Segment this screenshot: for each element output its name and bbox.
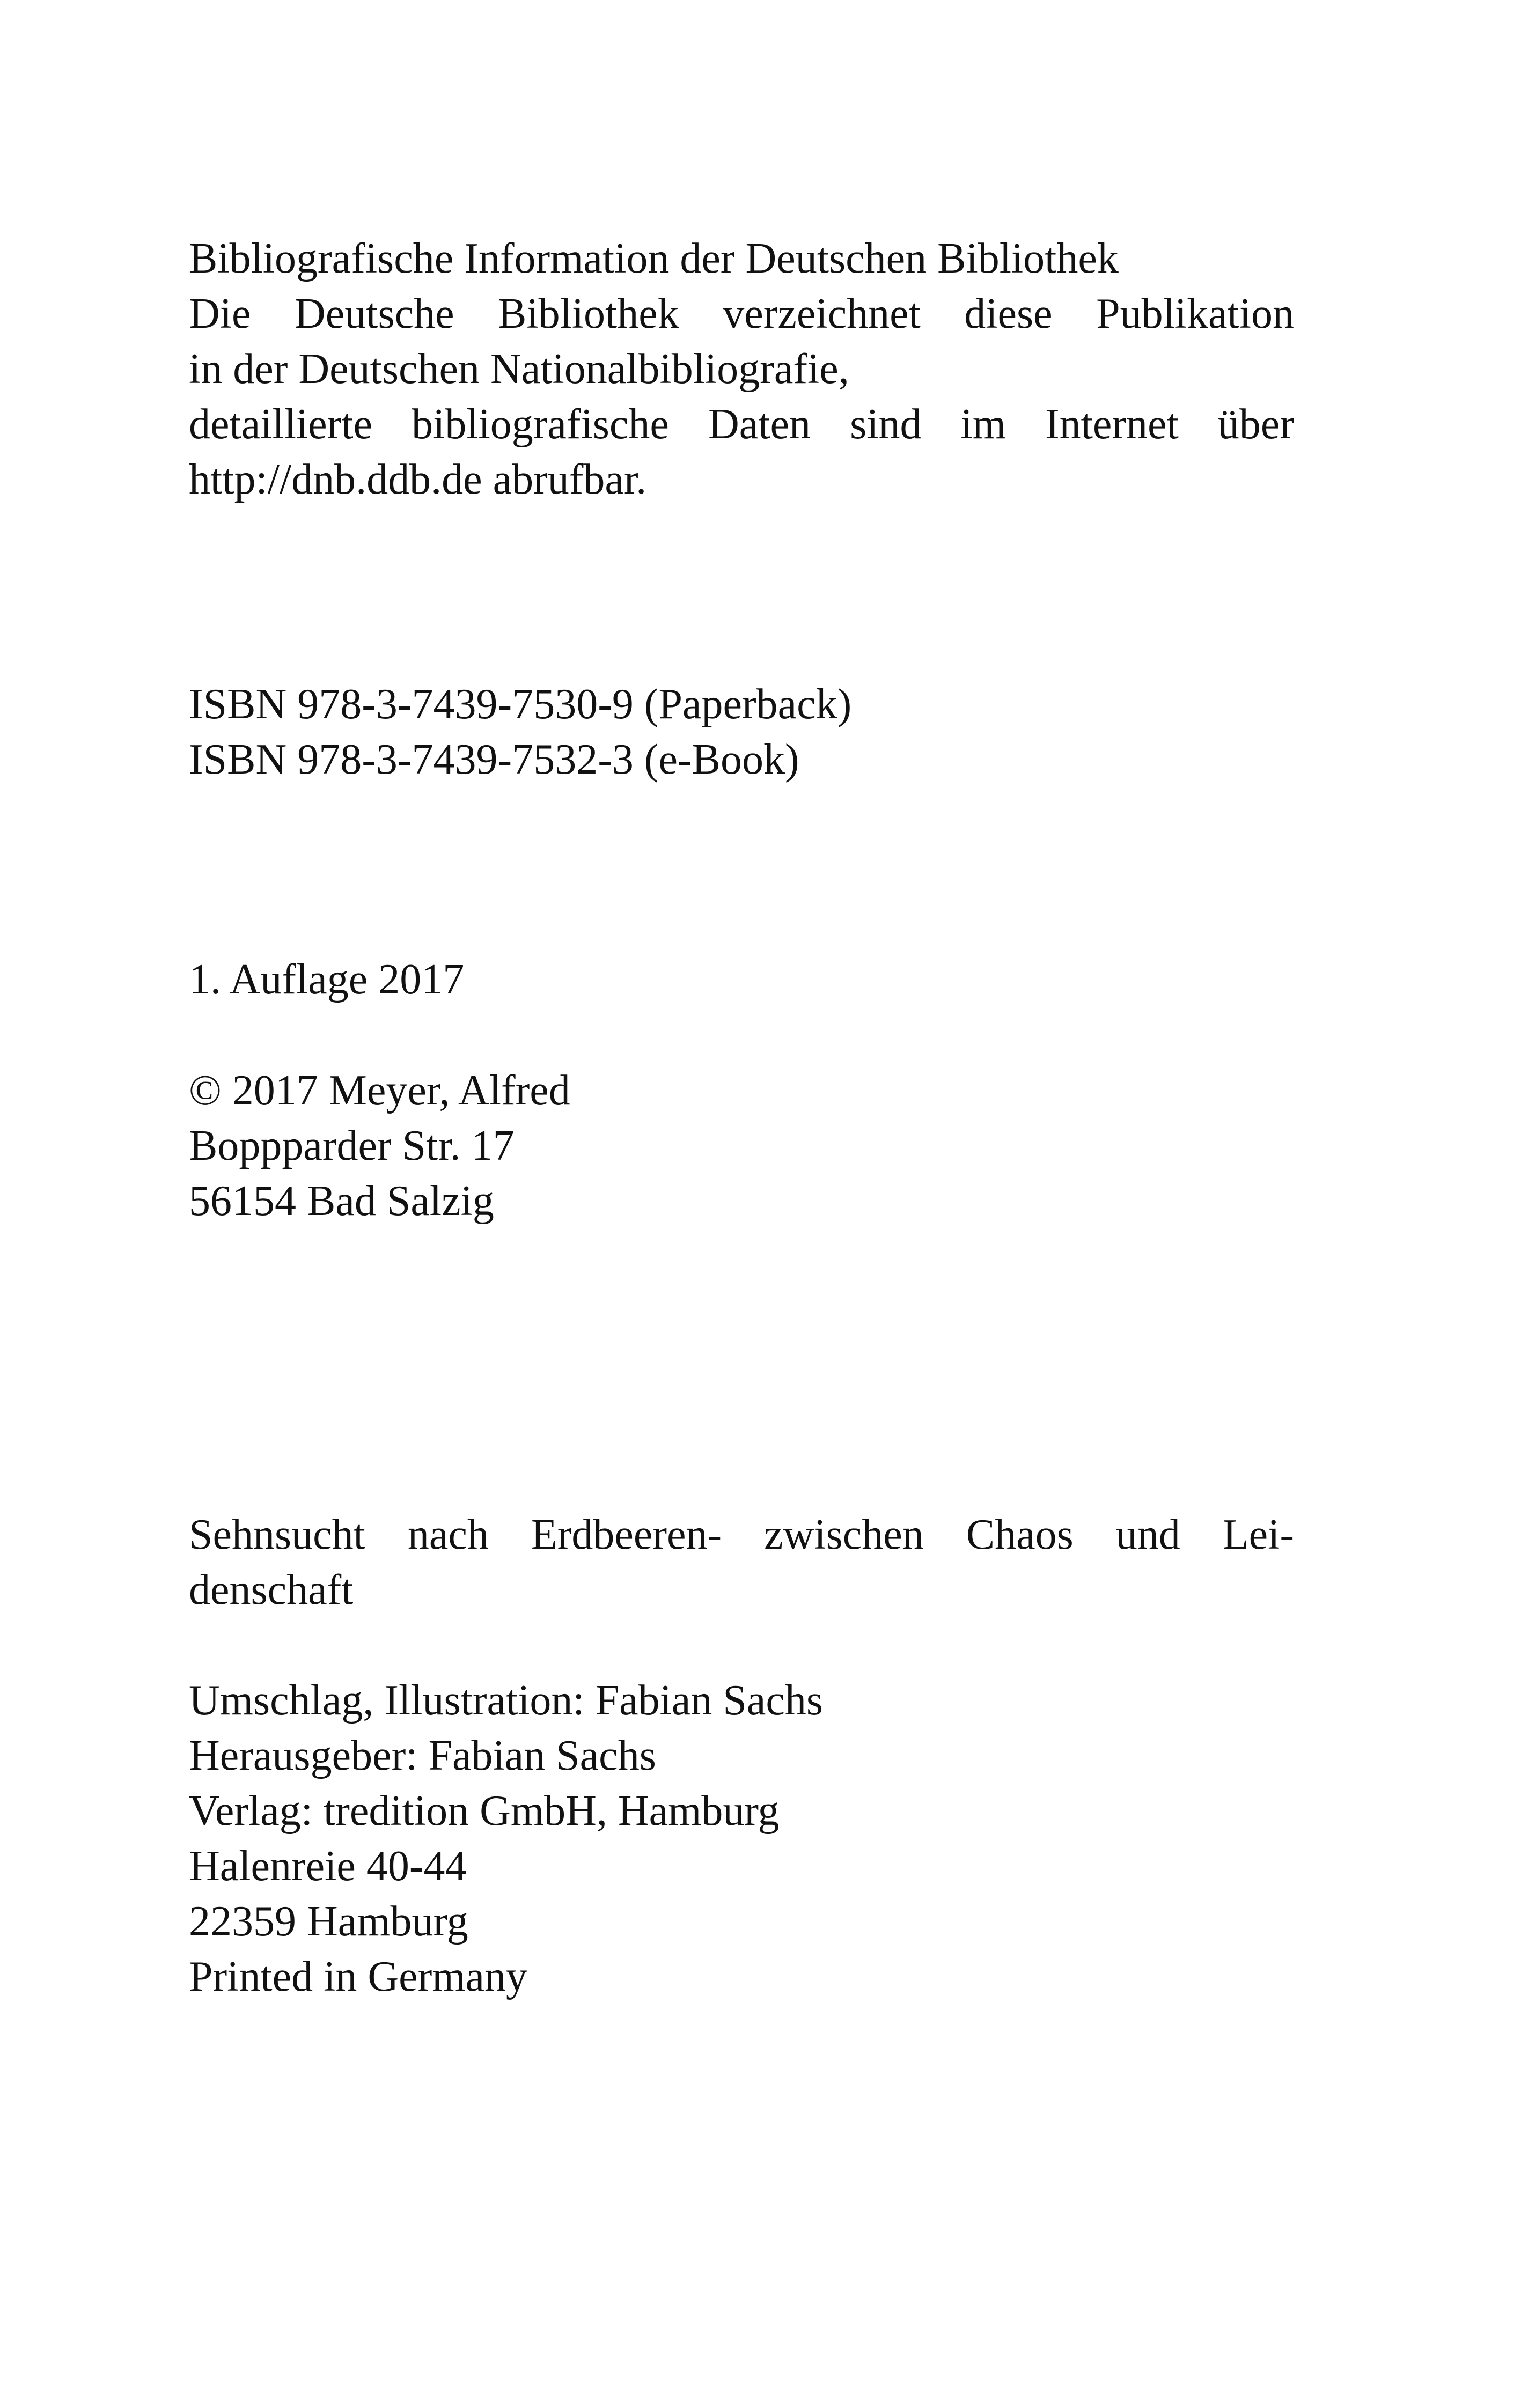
book-title-line: Sehnsucht nach Erdbeeren- zwischen Chaos und Lei- [189, 1511, 1294, 1558]
credit-publisher: Verlag: tredition GmbH, Hamburg [189, 1787, 780, 1835]
credits-block [189, 1673, 1294, 2005]
isbn-block [189, 677, 1294, 787]
isbn-paperback: ISBN 978-3-7439-7530-9 (Paperback) [189, 681, 852, 728]
isbn-ebook: ISBN 978-3-7439-7532-3 (e-Book) [189, 736, 799, 783]
bibliographic-info-line: Die Deutsche Bibliothek verzeichnet diese Publikation [189, 290, 1294, 337]
copyright-city: 56154 Bad Salzig [189, 1177, 494, 1225]
bibliographic-info-line: in der Deutschen Nationalbibliografie, [189, 345, 849, 393]
bibliographic-info-line: http://dnb.ddb.de abrufbar. [189, 456, 647, 503]
bibliographic-info [189, 231, 1294, 507]
copyright-block [189, 1063, 1294, 1229]
credit-editor: Herausgeber: Fabian Sachs [189, 1732, 656, 1779]
credit-printed: Printed in Germany [189, 1953, 527, 2000]
copyright-street: Boppparder Str. 17 [189, 1122, 515, 1169]
bibliographic-info-line: detaillierte bibliografische Daten sind im Internet über [189, 401, 1294, 448]
credit-cover: Umschlag, Illustration: Fabian Sachs [189, 1677, 824, 1724]
credit-city: 22359 Hamburg [189, 1898, 468, 1945]
bibliographic-info-line: Bibliografische Information der Deutschen Bibliothek [189, 235, 1119, 282]
copyright-line: © 2017 Meyer, Alfred [189, 1067, 570, 1114]
credit-street: Halenreie 40-44 [189, 1843, 467, 1890]
book-title-line: denschaft [189, 1566, 354, 1614]
edition-block [189, 952, 1294, 1007]
book-title-block [189, 1507, 1294, 1618]
edition: 1. Auflage 2017 [189, 956, 465, 1003]
